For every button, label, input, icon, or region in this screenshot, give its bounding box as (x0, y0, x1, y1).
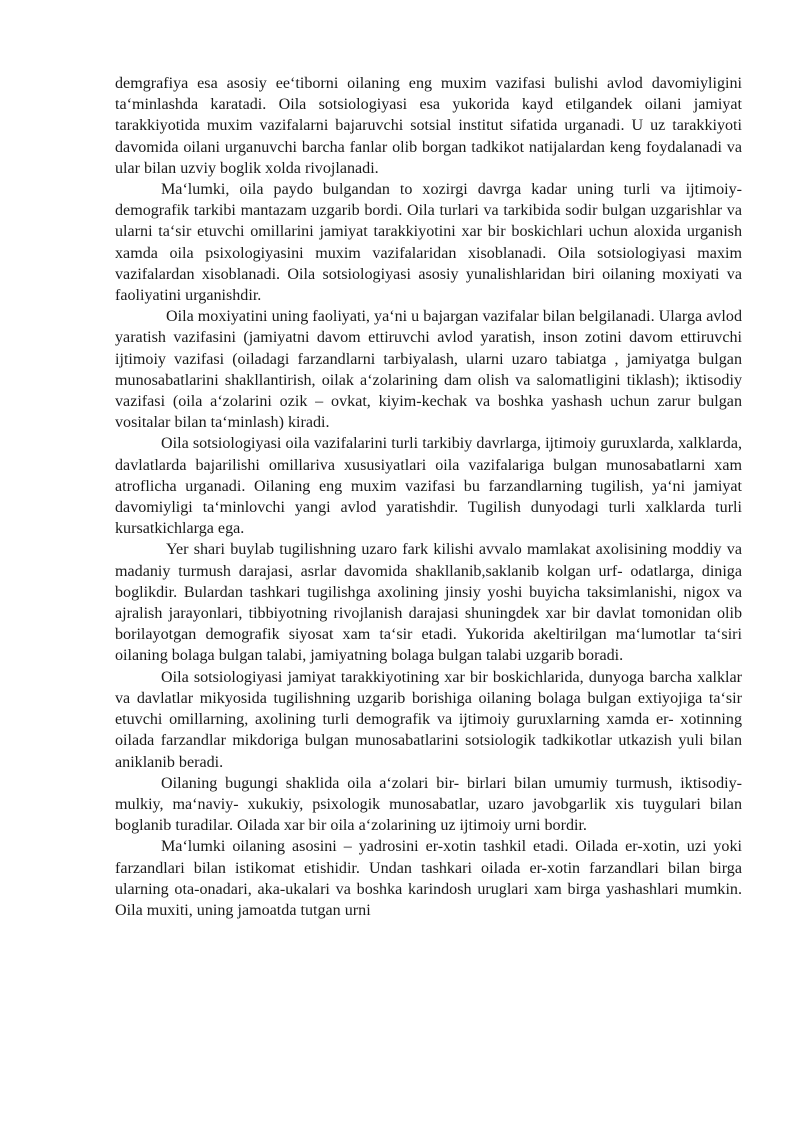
paragraph-6: Oila sotsiologiyasi jamiyat tarakkiyotining xar bir boskichlarida, dunyoga barcha xalklar va davlatlar mikyosida tugilishning uzgarib borishiga oilaning bolaga bulgan extiyojiga ta‘sir etuvchi omillarning, axolining turli demografik va ijtimoiy guruxlarning xamda er- xotinning oilada farzandlar mikdoriga bulgan munosabatlarini sotsiologik tadkikotlar utkazish yuli bilan aniklanib beradi. (115, 668, 742, 771)
document-page (115, 73, 742, 921)
paragraph-7: Oilaning bugungi shaklida oila a‘zolari bir- birlari bilan umumiy turmush, iktisodiy- mulkiy, ma‘naviy- xukukiy, psixologik munosabatlar, uzaro javobgarlik xis tuygulari bilan boglanib turadilar. Oilada xar bir oila a‘zolarining uz ijtimoiy urni bordir. (115, 774, 742, 835)
paragraph-8: Ma‘lumki oilaning asosini – yadrosini er-xotin tashkil etadi. Oilada er-xotin, uzi yoki farzandlari bilan istikomat etishidir. Undan tashkari oilada er-xotin farzandlari bilan birga ularning ota-onadari, aka-ukalari va boshka karindosh uruglari xam birga yashashlari mumkin. Oila muxiti, uning jamoatda tutgan urni (115, 838, 742, 919)
paragraph-4: Oila sotsiologiyasi oila vazifalarini turli tarkibiy davrlarga, ijtimoiy guruxlarda, xalklarda, davlatlarda bajarilishi omillariva xususiyatlari oila vazifalariga bulgan munosabatlarni xam atroflicha urganadi. Oilaning eng muxim vazifasi bu farzandlarning tugilish, ya‘ni jamiyat davomiyligi ta‘minlovchi yangi avlod yaratishdir. Tugilish dunyodagi turli xalklarda turli kursatkichlarga ega. (115, 435, 742, 538)
paragraph-5: Yer shari buylab tugilishning uzaro fark kilishi avvalo mamlakat axolisining moddiy va madaniy turmush darajasi, asrlar davomida shakllanib,saklanib kolgan urf- odatlarga, diniga boglikdir. Bulardan tashkari tugilishga axolining jinsiy yoshi buyicha taksimlanishi, nigox va ajralish jarayonlari, tibbiyotning rivojlanish darajasi shuningdek xar bir davlat tomonidan olib borilayotgan demografik siyosat xam ta‘sir etadi. Yukorida akeltirilgan ma‘lumotlar ta‘siri oilaning bolaga bulgan talabi, jamiyatning bolaga bulgan talabi uzgarib boradi. (115, 541, 742, 665)
paragraph-1: demgrafiya esa asosiy ee‘tiborni oilaning eng muxim vazifasi bulishi avlod davomiyligini ta‘minlashda karatadi. Oila sotsiologiyasi esa yukorida kayd etilgandek oilani jamiyat tarakkiyotida muxim vazifalarni bajaruvchi sotsial institut sifatida urganadi. U uz tarakkiyoti davomida oilani urganuvchi barcha fanlar olib borgan tadkikot natijalardan keng foydalanadi va ular bilan uzviy boglik xolda rivojlanadi. (115, 75, 742, 177)
paragraph-2: Ma‘lumki, oila paydo bulgandan to xozirgi davrga kadar uning turli va ijtimoiy- demografik tarkibi mantazam uzgarib bordi. Oila turlari va tarkibida sodir bulgan uzgarishlar va ularni ta‘sir etuvchi omillarini jamiyat tarakkiyotini xar bir boskichlari uchun aloxida urganish xamda oila psixologiyasini muxim vazifalaridan xisoblanadi. Oila sotsiologiyasi maxim vazifalardan xisoblanadi. Oila sotsiologiyasi asosiy yunalishlaridan biri oilaning moxiyati va faoliyatini urganishdir. (115, 181, 742, 305)
paragraph-3: Oila moxiyatini uning faoliyati, ya‘ni u bajargan vazifalar bilan belgilanadi. Ularga avlod yaratish vazifasini (jamiyatni davom ettiruvchi avlod yaratish, inson zotini davom ettiruvchi ijtimoiy vazifasi (oiladagi farzandlarni tarbiyalash, ularni uzaro tabiatga , jamiyatga bulgan munosabatlarini shakllantirish, oilak a‘zolarining dam olish va salomatligini tiklash); iktisodiy vazifasi (oila a‘zolarini ozik – ovkat, kiyim-kechak va boshka yashash uchun zarur bulgan vositalar bilan ta‘minlash) kiradi. (115, 308, 742, 432)
